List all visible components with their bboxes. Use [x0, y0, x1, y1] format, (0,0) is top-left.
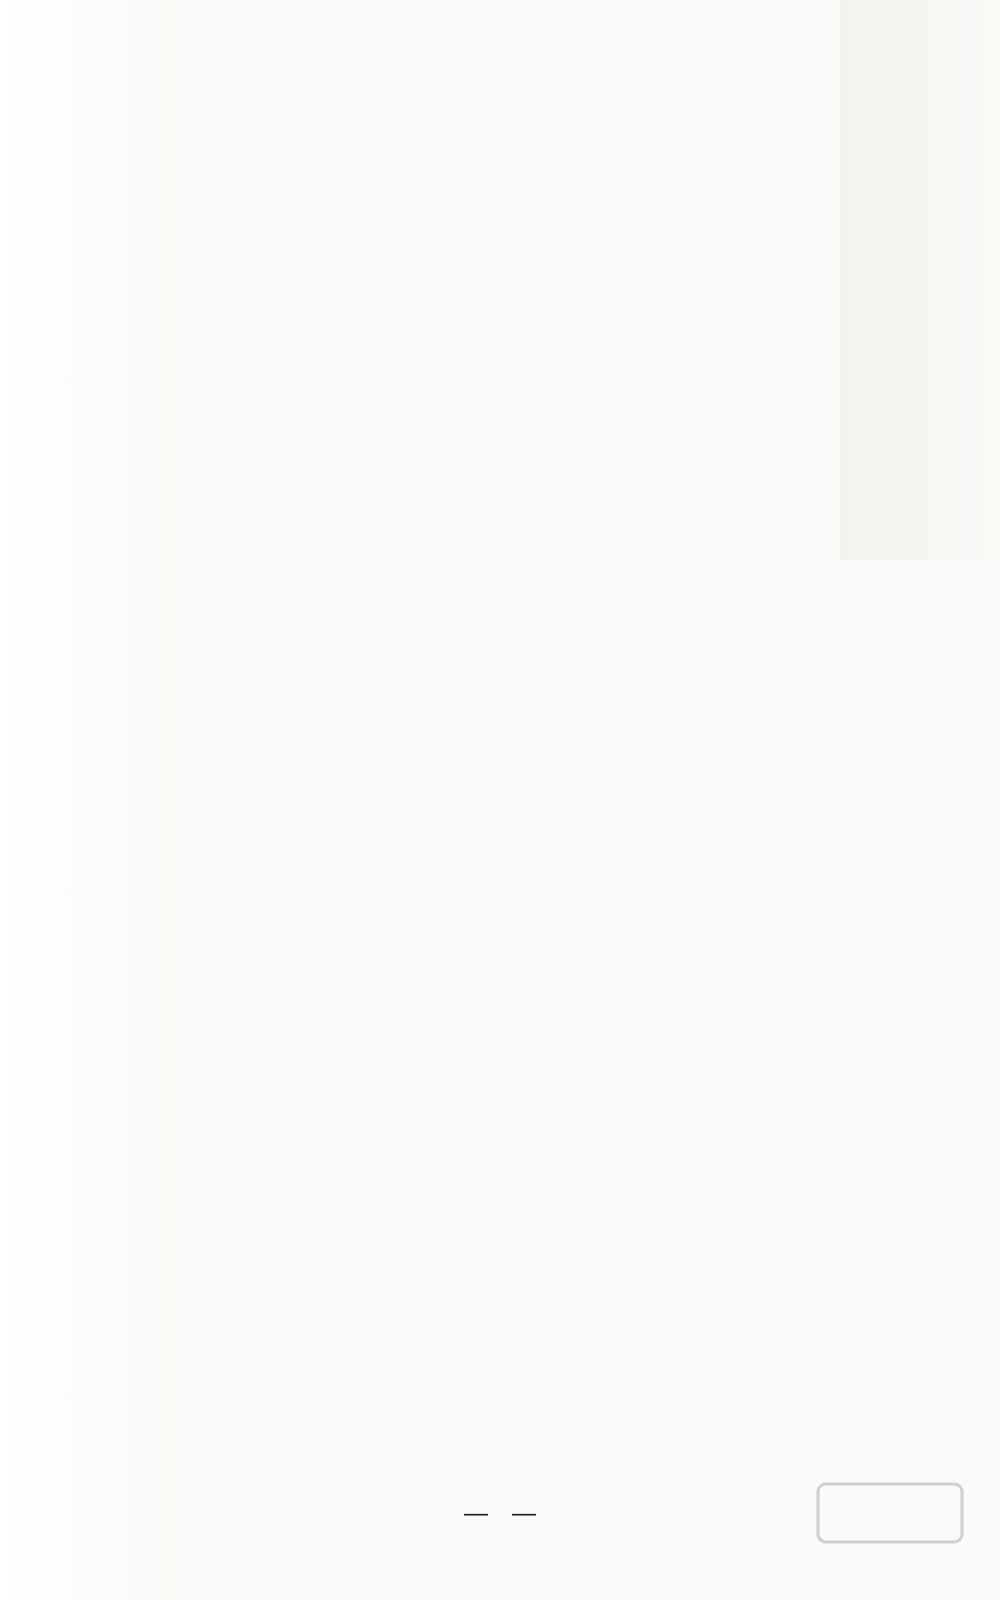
written-answers-heading	[176, 56, 826, 78]
listening-material-heading	[176, 145, 826, 167]
dash-left: —	[464, 1500, 488, 1527]
show-through-shadow	[840, 0, 1000, 560]
watermark-logo	[810, 1480, 970, 1570]
writing-heading	[176, 79, 826, 101]
unit-title	[176, 107, 826, 143]
page-content	[176, 34, 826, 168]
dash-right: —	[512, 1500, 536, 1527]
left-margin	[0, 0, 175, 1600]
listening-answers-heading	[176, 34, 826, 56]
